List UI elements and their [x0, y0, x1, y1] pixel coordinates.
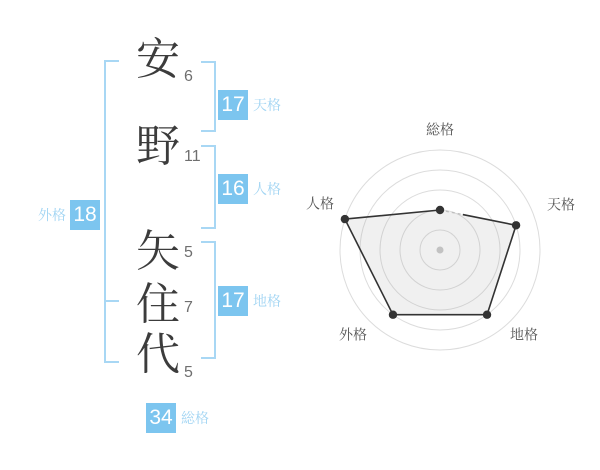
stroke-count-1: 6: [184, 68, 193, 85]
radar-axis-label-5: 人格: [306, 195, 334, 212]
stroke-count-5: 5: [184, 364, 193, 381]
radar-chart-panel: [290, 110, 600, 360]
bracket-tenkaku-vline: [214, 61, 216, 132]
badge-soukaku-value: 34: [146, 403, 176, 433]
radar-axis-label-4: 外格: [339, 326, 367, 343]
name-character-2: 野: [136, 122, 180, 171]
bracket-jinkaku-tick-top: [201, 145, 216, 147]
radar-axis-label-2: 天格: [547, 196, 575, 213]
badge-chikaku-label: 地格: [253, 293, 281, 309]
badge-soukaku-label: 総格: [181, 410, 209, 426]
bracket-gaikaku-tick-mid: [104, 300, 119, 302]
stroke-count-2: 11: [184, 148, 201, 165]
badge-tenkaku-value: 17: [218, 90, 248, 120]
bracket-tenkaku-tick-bottom: [201, 130, 216, 132]
radar-vertex-dot: [341, 215, 349, 223]
name-character-4: 住: [136, 280, 180, 329]
stroke-count-4: 7: [184, 299, 193, 316]
radar-axis-label-3: 地格: [510, 326, 538, 343]
bracket-chikaku-vline: [214, 241, 216, 359]
radar-vertex-dot: [483, 311, 491, 319]
bracket-gaikaku-tick-bottom: [104, 361, 119, 363]
badge-gaikaku-label: 外格: [38, 207, 66, 223]
badge-gaikaku-value: 18: [70, 200, 100, 230]
stroke-count-3: 5: [184, 244, 193, 261]
bracket-gaikaku-tick-top: [104, 60, 119, 62]
bracket-tenkaku-tick-top: [201, 61, 216, 63]
radar-vertex-dot: [389, 311, 397, 319]
bracket-chikaku-tick-top: [201, 241, 216, 243]
bracket-gaikaku-vline: [104, 60, 106, 363]
badge-tenkaku-label: 天格: [253, 97, 281, 113]
badge-jinkaku-label: 人格: [253, 181, 281, 197]
bracket-jinkaku-tick-bottom: [201, 227, 216, 229]
name-character-1: 安: [136, 35, 180, 84]
badge-jinkaku-value: 16: [218, 174, 248, 204]
badge-chikaku-value: 17: [218, 286, 248, 316]
bracket-chikaku-tick-bottom: [201, 357, 216, 359]
name-character-5: 代: [136, 330, 180, 379]
radar-area: [345, 210, 516, 315]
radar-axis-label-1: 総格: [426, 121, 454, 138]
radar-vertex-dot: [436, 206, 444, 214]
bracket-jinkaku-vline: [214, 145, 216, 229]
radar-chart: [290, 110, 600, 360]
radar-vertex-dot: [512, 221, 520, 229]
name-character-3: 矢: [136, 227, 180, 276]
